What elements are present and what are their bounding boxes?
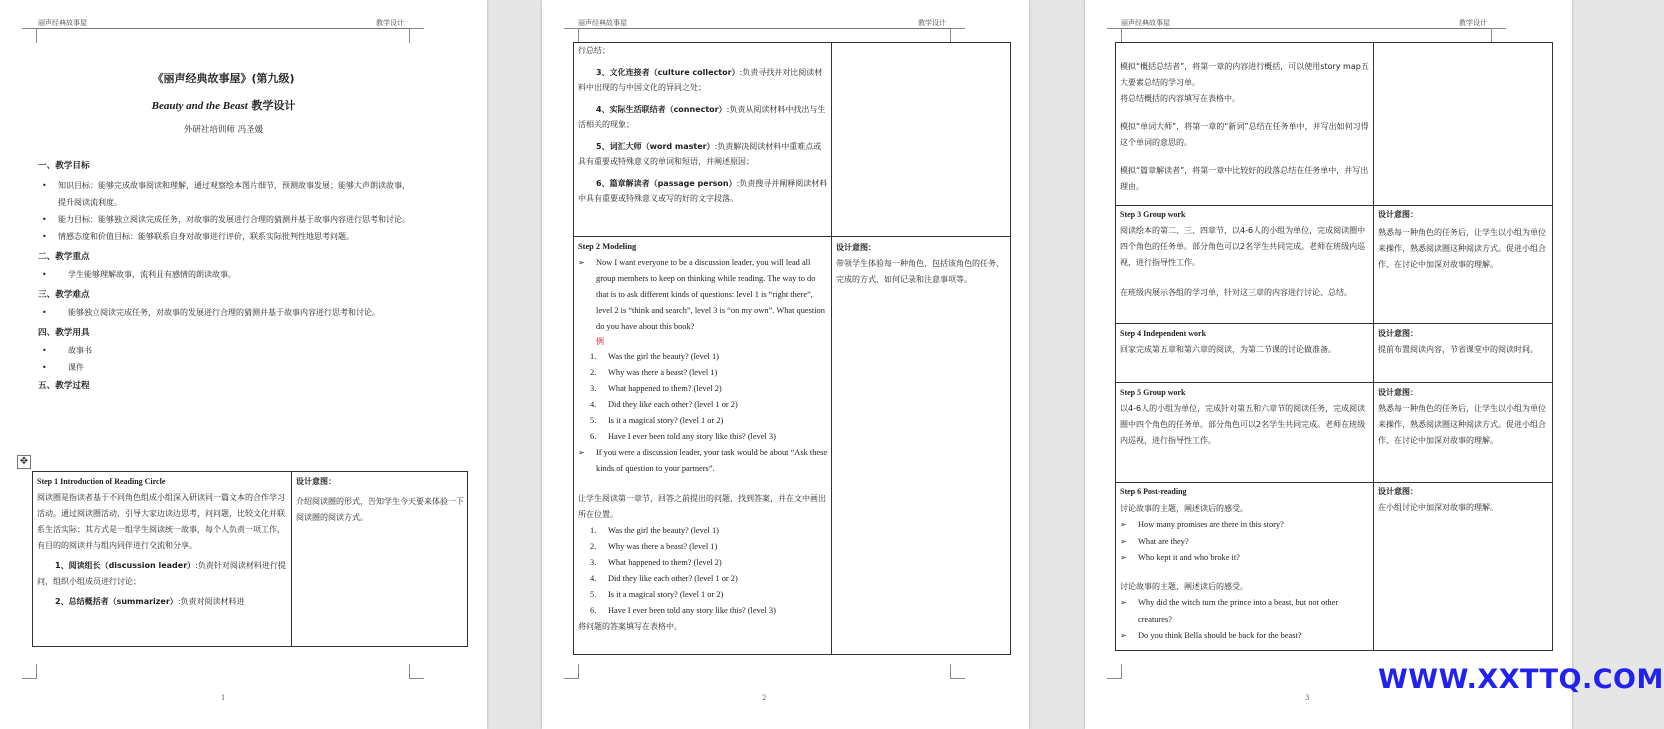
question-item: 2. Why was there a beast? (level 1) [590,542,718,551]
step6-text: 讨论故事的主题，阐述读后的感受。 [1120,503,1248,513]
step3-title: Step 3 Group work [1120,210,1186,219]
role3-text: :负责寻找并对比阅读材料中出现的与中国文化的异同之处； [578,67,823,92]
role5-label: 5、词汇大师（word master） [596,141,715,151]
step6-question: ➢ Do you think Bella should be back for the beast? [1120,628,1372,645]
step6-question: ➢ How many promises are there in this story? [1120,517,1372,534]
header-rule [37,28,409,29]
watermark-text: WWW.XXTTQ.COM [1378,664,1664,695]
page-number: 1 [221,694,226,702]
simulation-line: 模拟“篇章解读者”，将第一章中比较好的段落总结在任务单中，并写出理由。 [1120,166,1369,191]
step2-title: Step 2 Modeling [578,242,637,251]
step3-text-2: 在班级内展示各组的学习单，针对这三章的内容进行讨论、总结。 [1120,288,1352,297]
step1-text: 阅读圈是指读者基于不同角色组成小组深入研读同一篇文本的合作学习活动。通过阅读圈活动，引导大家边读边思考，问问题，比较文化并联系生活实际；其方式是一组学生阅读统一故事，每个人负责一项工作，有目的的阅读并与组内同伴进行交流和分享。 [37,493,285,550]
role4-label: 4、实际生活联结者（connector） [596,104,727,114]
question-text: Is it a magical story? (level 1 or 2) [608,590,724,599]
intent-text: 在小组讨论中加深对故事的理解。 [1378,503,1498,512]
document-page-3 [1085,0,1572,729]
step6-question: ➢ Why did the witch turn the prince into a beast, but not other creatures? [1120,595,1372,628]
step4-title: Step 4 Independent work [1120,329,1207,338]
step2-cell [578,239,829,635]
subtitle-cn: 教学设计 [251,99,296,112]
document-title: 《丽声经典故事屋》(第九级) [152,72,295,85]
crop-mark [1107,28,1122,43]
simulation-line: 模拟“单词大师”，将第一章的“新词”总结在任务单中，并写出如何习得这个单词的意思的。 [1120,122,1369,147]
page-header-right: 教学设计 [1459,19,1487,27]
step4-intent-cell [1378,326,1550,358]
tool-item: • 课件 [38,359,412,376]
role2-text: :负责对阅读材料进 [177,597,245,606]
crop-mark [22,28,37,43]
step5-intent-cell [1378,385,1550,449]
question-item: 6. Have I ever been told any story like this? (level 3) [590,606,776,615]
goal-item: • 知识目标：能够完成故事阅读和理解，通过观察绘本图片细节，预测故事发展；能够大声朗读故事，提升阅读流利度。 [38,177,412,211]
role-simulation-cell [1120,59,1372,195]
question-item: 3. What happened to them? (level 2) [590,384,722,393]
question-item: 4. Did they like each other? (level 1 or 2) [590,400,738,409]
spacer [1120,107,1372,119]
header-rule [578,28,950,29]
document-subtitle [0,97,447,113]
question-item: 5. Is it a magical story? (level 1 or 2) [590,590,724,599]
roles-continued-cell [578,43,828,207]
step2-paragraph-2: ➢ If you were a discussion leader, your task would be about “Ask these kinds of question to your partners”. [578,445,829,477]
column-divider [831,43,832,654]
row-divider [1116,205,1552,206]
crop-mark [409,28,424,43]
key-list [38,266,412,283]
step3-cell [1120,207,1372,301]
intent-text: 熟悉每一种角色的任务后，让学生以小组为单位来操作，熟悉阅读圈这种阅读方式。促进小组合作、在讨论中加深对故事的理解。 [1378,228,1546,269]
question-text: Have I ever been told any story like this? (level 3) [608,606,776,615]
section-heading-key: 二、教学重点 [38,252,90,262]
question-item: 4. Did they like each other? (level 1 or 2) [590,574,738,583]
step5-cell [1120,385,1372,449]
role3-label: 3、文化连接者（culture collector） [596,67,740,77]
question-text: Why was there a beast? (level 1) [608,368,718,377]
table-move-handle-icon[interactable]: ✥ [17,455,31,469]
goals-list [38,177,412,245]
intent-label: 设计意图： [1378,487,1418,496]
question-item: 6. Have I ever been told any story like this? (level 3) [590,432,776,441]
step6-question: ➢ What are they? [1120,534,1372,551]
role1-text: :负责针对阅读材料进行提问，组织小组成员进行讨论； [37,561,286,586]
step1-title: Step 1 Introduction of Reading Circle [37,477,166,486]
role6-text: :负责搜寻并阐释阅读材料中具有重要或特殊意义或写的好的文字段落。 [578,178,828,203]
question-text: What happened to them? (level 2) [608,384,722,393]
step2-instruction: 让学生阅读第一章节，回答之前提出的问题，找到答案，并在文中画出所在位置。 [578,494,826,519]
crop-mark [1491,28,1506,43]
question-text: Is it a magical story? (level 1 or 2) [608,416,724,425]
role4 [578,102,828,133]
intent-text: 提前布置阅读内容，节省课堂中的阅读时间。 [1378,345,1538,354]
intent-label: 设计意图： [836,243,876,252]
step4-text: 回家完成第五章和第六章的阅读，为第二节课的讨论做准备。 [1120,345,1336,354]
process-table-page3 [1115,42,1553,651]
row-divider [1116,482,1552,483]
intent-label: 设计意图： [1378,210,1418,219]
column-divider [1373,43,1374,650]
role6-label: 6、篇章解读者（passage person） [596,178,737,188]
question-text: Did they like each other? (level 1 or 2) [608,400,738,409]
crop-mark [564,28,579,43]
question-text: Why was there a beast? (level 1) [608,542,718,551]
page-number: 2 [762,694,767,702]
step1-cell [37,474,289,610]
goal-item: • 情感态度和价值目标：能够联系自身对故事进行评价，联系实际批判性地思考问题。 [38,228,412,245]
step1-intent-cell [296,474,464,526]
question-text: What happened to them? (level 2) [608,558,722,567]
step5-title: Step 5 Group work [1120,388,1186,397]
crop-mark [409,664,424,679]
question-text: Have I ever been told any story like this? (level 3) [608,432,776,441]
key-item: • 学生能够理解故事，流利且有感情的朗读故事。 [38,266,412,283]
page-header-right: 教学设计 [376,19,404,27]
step3-intent-cell [1378,207,1550,273]
role1-label: 1、阅读组长（discussion leader） [55,561,196,570]
intent-label: 设计意图： [1378,388,1418,397]
subtitle-en: Beauty and the Beast [151,100,248,112]
row-divider [574,236,1010,237]
question-item: 2. Why was there a beast? (level 1) [590,368,718,377]
question-item: 1. Was the girl the beauty? (level 1) [590,526,719,535]
step5-text: 以4-6人的小组为单位，完成针对第五和六章节的阅读任务，完成阅读圈中四个角色的任务单。部分角色可以2名学生共同完成。老师在班级内巡视，进行指导性工作。 [1120,404,1366,445]
crop-mark [564,664,579,679]
page1-body [38,158,412,395]
intent-text: 熟悉每一种角色的任务后，让学生以小组为单位来操作，熟悉阅读圈这种阅读方式。促进小组合作、在讨论中加深对故事的理解。 [1378,404,1546,445]
question-list-2 [578,523,829,619]
intent-label: 设计意图： [296,477,336,486]
question-list [578,349,829,445]
role3 [578,65,828,96]
document-page-2 [542,0,1029,729]
intent-text: 带领学生体验每一种角色，包括该角色的任务、完成的方式、如何记录和注意事项等。 [836,259,1004,284]
page-header-right: 教学设计 [918,19,946,27]
page-number: 3 [1305,694,1310,702]
question-item: 1. Was the girl the beauty? (level 1) [590,352,719,361]
step6-title: Step 6 Post-reading [1120,487,1187,496]
crop-mark [22,664,37,679]
question-item: 5. Is it a magical story? (level 1 or 2) [590,416,724,425]
section-heading-tools: 四、教学用具 [38,328,90,338]
step6-intent-cell [1378,484,1550,516]
section-heading-process: 五、教学过程 [38,381,90,391]
crop-mark [1107,664,1122,679]
step2-intent-cell [836,240,1008,288]
page-header-left: 丽声经典故事屋 [578,19,627,27]
difficulty-item: • 能够独立阅读完成任务，对故事的发展进行合理的猜测并基于故事内容进行思考和讨论。 [38,304,412,321]
document-page-1 [0,0,487,729]
column-divider [291,472,292,646]
step6-cell [1120,484,1372,645]
page-header-left: 丽声经典故事屋 [1121,19,1170,27]
crop-mark [950,28,965,43]
process-table-page1 [32,471,468,647]
simulation-line: 将总结概括的内容填写在表格中。 [1120,94,1240,103]
simulation-line: 模拟“概括总结者”，将第一章的内容进行概括，可以使用story map五大要素总结的学习单。 [1120,62,1369,87]
row-divider [1116,323,1552,324]
question-text: Did they like each other? (level 1 or 2) [608,574,738,583]
step4-cell [1120,326,1372,358]
step2-paragraph: ➢ Now I want everyone to be a discussion leader, you will lead all group members to keep on thinking while reading. The way to do that is to ask different kinds of questions: level 1 is “right there”, level 2 is “think and search”, level 3 is “on my own”. What question do you have about this book? [578,255,829,335]
tool-item: • 故事书 [38,342,412,359]
step2-end: 将问题的答案填写在表格中。 [578,622,682,631]
step6-text-2: 讨论故事的主题，阐述读后的感受。 [1120,581,1248,591]
role2-label: 2、总结概括者（summarizer） [55,597,178,606]
intent-label: 设计意图： [1378,329,1418,338]
question-text: Was the girl the beauty? (level 1) [608,352,719,361]
handwritten-mark: 例 [596,337,604,346]
role5 [578,139,828,170]
intent-text: 介绍阅读圈的形式，告知学生今天要来体验一下阅读圈的阅读方式。 [296,497,464,522]
process-table-page2 [573,42,1011,655]
role1 [37,558,289,590]
document-author: 外研社培训师 冯圣媛 [183,125,264,135]
section-heading-difficulty: 三、教学难点 [38,290,90,300]
goal-item: • 能力目标：能够独立阅读完成任务，对故事的发展进行合理的猜测并基于故事内容进行思考和讨论。 [38,211,412,228]
role4-text: :负责从阅读材料中找出与生活相关的现象； [578,104,826,129]
header-rule [1121,28,1491,29]
role5-text: :负责解决阅读材料中重难点或具有重要或特殊意义的单词和短语，并阐述原因； [578,141,822,166]
spacer [1120,151,1372,163]
step3-text: 阅读绘本的第二、三、四章节，以4-6人的小组为单位，完成阅读圈中四个角色的任务单。部分角色可以2名学生共同完成。老师在班级内巡视，进行指导性工作。 [1120,226,1366,267]
row-divider [1116,382,1552,383]
page-header-left: 丽声经典故事屋 [38,19,87,27]
difficulty-list [38,304,412,321]
crop-mark [950,664,965,679]
question-text: Was the girl the beauty? (level 1) [608,526,719,535]
role2 [37,594,289,610]
role6 [578,176,828,207]
question-item: 3. What happened to them? (level 2) [590,558,722,567]
continued-text: 行总结； [578,46,610,55]
tools-list [38,342,412,376]
section-heading-goals: 一、教学目标 [38,161,90,171]
step6-question: ➢ Who kept it and who broke it? [1120,550,1372,567]
